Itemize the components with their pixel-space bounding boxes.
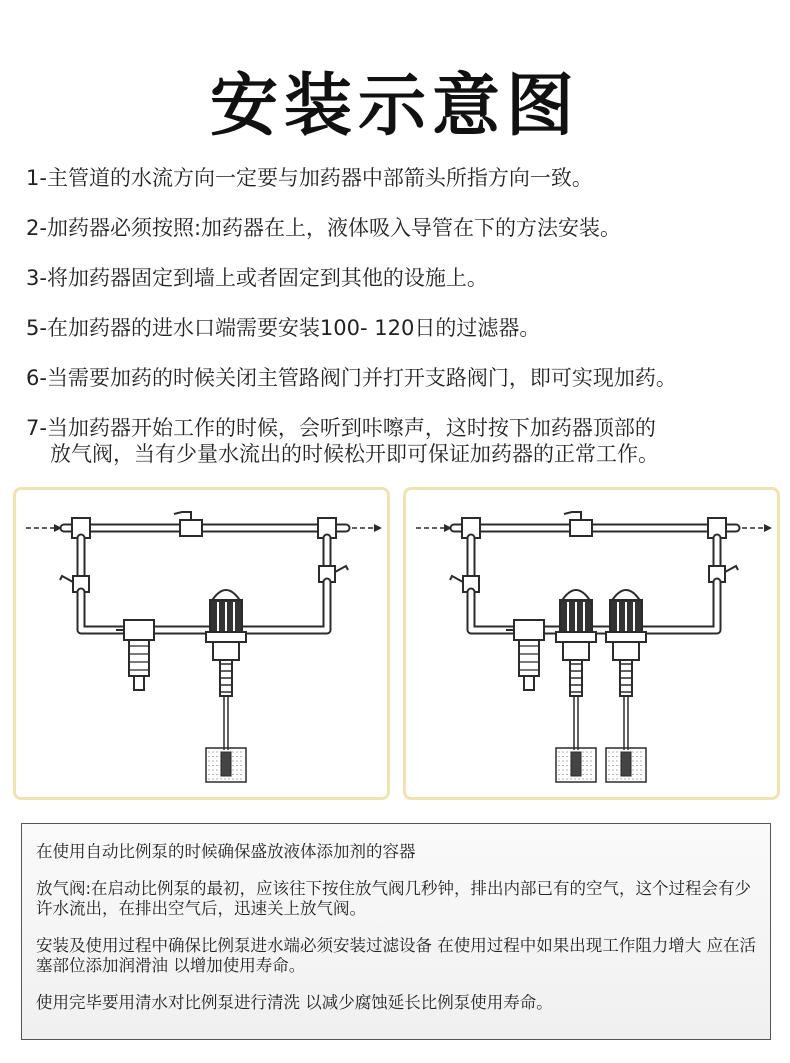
proportional-dispenser [606, 590, 646, 782]
proportional-dispenser [556, 590, 596, 782]
pump-collar [556, 632, 596, 642]
note-item: 在使用自动比例泵的时候确保盛放液体添加剂的容器 [36, 842, 416, 861]
main-valve [180, 520, 202, 536]
diagram-double-pump [403, 487, 780, 800]
branch-valve-right-handle [335, 566, 348, 572]
diagram-single-pump [13, 487, 390, 800]
installation-diagram-single [16, 490, 387, 797]
branch-pipe [471, 582, 717, 630]
instruction-step [26, 265, 766, 291]
suction-filter [621, 752, 631, 776]
branch-pipe [81, 582, 327, 630]
filter-drain [134, 676, 144, 690]
step-text: 7-当加药器开始工作的时候，会听到咔嚓声，这时按下加药器顶部的 [26, 416, 656, 440]
branch-pipe-inner [81, 582, 327, 630]
installation-diagram-double [406, 490, 777, 797]
step-text: 1-主管道的水流方向一定要与加药器中部箭头所指方向一致。 [26, 166, 593, 190]
branch-valve-left-handle [450, 576, 463, 582]
step-text-continued: 放气阀，当有少量水流出的时候松开即可保证加药器的正常工作。 [50, 442, 659, 466]
flow-out-arrow [764, 524, 772, 532]
filter-housing [514, 620, 544, 640]
suction-filter [221, 752, 231, 776]
branch-pipe-inner [471, 582, 717, 630]
instruction-step [26, 165, 766, 191]
main-valve-handle [564, 512, 581, 520]
pump-base [613, 642, 639, 660]
branch-valve-left-handle [60, 576, 73, 582]
pump-collar [206, 632, 246, 642]
page-title: 安装示意图 [209, 67, 580, 146]
instruction-list [26, 165, 766, 491]
filter-drain [524, 676, 534, 690]
note-item: 安装及使用过程中确保比例泵进水端必须安装过滤设备 在使用过程中如果出现工作阻力增大 应在活塞部位添加润滑油 以增加使用寿命。 [36, 936, 756, 975]
instruction-step [26, 215, 766, 241]
pump-base [563, 642, 589, 660]
main-valve-handle [174, 512, 191, 520]
step-text: 6-当需要加药的时候关闭主管路阀门并打开支路阀门，即可实现加药。 [26, 366, 677, 390]
step-text: 3-将加药器固定到墙上或者固定到其他的设施上。 [26, 266, 488, 290]
step-text: 2-加药器必须按照:加药器在上，液体吸入导管在下的方法安装。 [26, 216, 622, 240]
step-text: 5-在加药器的进水口端需要安装100- 120日的过滤器。 [26, 316, 541, 340]
instruction-step [26, 365, 766, 391]
flow-out-arrow [374, 524, 382, 532]
branch-valve-right-handle [725, 566, 738, 572]
note-item: 使用完毕要用清水对比例泵进行清洗 以减少腐蚀延长比例泵使用寿命。 [36, 993, 553, 1012]
instruction-step [26, 415, 766, 467]
suction-filter [571, 752, 581, 776]
usage-notes-box [21, 823, 771, 1040]
proportional-dispenser [206, 590, 246, 782]
pump-base [213, 642, 239, 660]
filter-housing [124, 620, 154, 640]
pump-collar [606, 632, 646, 642]
instruction-step [26, 315, 766, 341]
main-valve [570, 520, 592, 536]
note-item: 放气阀:在启动比例泵的最初，应该往下按住放气阀几秒钟，排出内部已有的空气，这个过程会有少许水流出，在排出空气后，迅速关上放气阀。 [36, 879, 752, 918]
